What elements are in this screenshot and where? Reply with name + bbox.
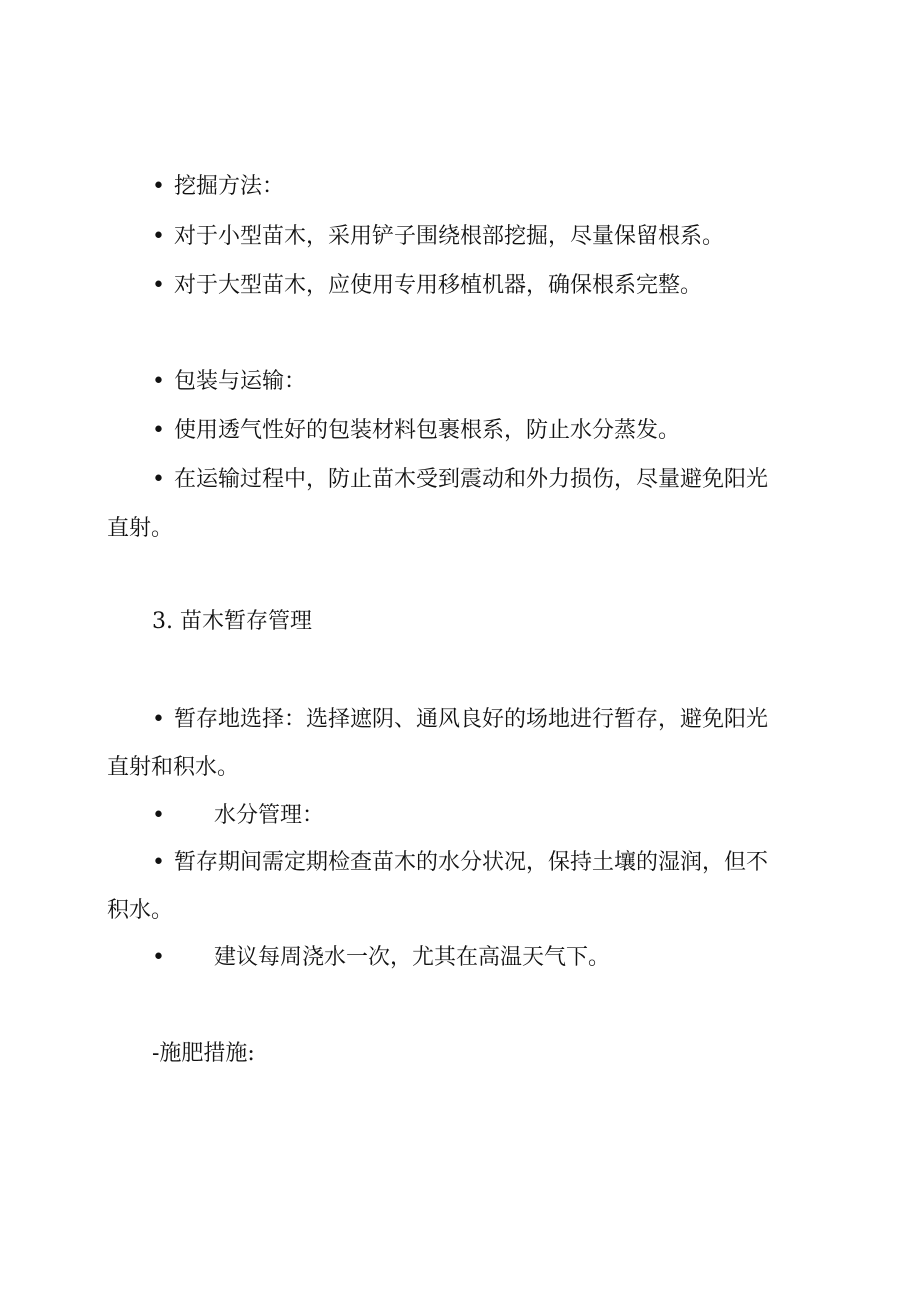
line-text: 挖掘方法：	[174, 174, 285, 199]
section-title: 3. 苗木暂存管理	[152, 609, 312, 634]
subheading-fertilization	[152, 1031, 852, 1077]
bullet-glyph: •	[152, 850, 165, 875]
bullet-glyph: •	[152, 467, 165, 492]
bullet-glyph: •	[152, 945, 165, 970]
bullet-line-packaging-transport	[152, 359, 852, 405]
line-text: 积水。	[107, 898, 174, 923]
line-text: 包装与运输：	[174, 369, 307, 394]
line-text: 直射和积水。	[107, 755, 240, 780]
line-text: 在运输过程中，防止苗木受到震动和外力损伤，尽量避免阳光	[174, 467, 769, 492]
continuation-line-no-waterlogging	[107, 888, 807, 934]
continuation-line-direct-sunlight	[107, 506, 807, 552]
line-text: -施肥措施:	[152, 1041, 255, 1066]
section-heading-temporary-storage	[152, 599, 852, 645]
continuation-line-sunlight-water	[107, 745, 807, 791]
bullet-glyph: •	[152, 174, 165, 199]
bullet-glyph: •	[152, 273, 165, 298]
line-text: 使用透气性好的包装材料包裹根系，防止水分蒸发。	[174, 418, 681, 443]
line-text: 直射。	[107, 516, 174, 541]
bullet-glyph: •	[152, 803, 165, 828]
bullet-line-weekly-watering	[152, 935, 852, 981]
line-text: 对于小型苗木，采用铲子围绕根部挖掘，尽量保留根系。	[174, 224, 725, 249]
bullet-glyph: •	[152, 224, 165, 249]
bullet-line-moisture-check	[152, 840, 852, 886]
bullet-line-large-seedlings	[152, 263, 852, 309]
line-text: 对于大型苗木，应使用专用移植机器，确保根系完整。	[174, 273, 703, 298]
bullet-line-storage-site	[152, 697, 852, 743]
bullet-line-excavation-method	[152, 164, 852, 210]
bullet-glyph: •	[152, 707, 165, 732]
line-text: 水分管理：	[214, 803, 325, 828]
bullet-line-transport-protection	[152, 457, 852, 503]
bullet-line-breathable-packaging	[152, 408, 852, 454]
bullet-glyph: •	[152, 418, 165, 443]
bullet-glyph: •	[152, 369, 165, 394]
bullet-line-small-seedlings	[152, 214, 852, 260]
bullet-line-water-management	[152, 793, 852, 839]
line-text: 暂存期间需定期检查苗木的水分状况，保持土壤的湿润，但不	[174, 850, 769, 875]
line-text: 建议每周浇水一次，尤其在高温天气下。	[214, 945, 611, 970]
line-text: 暂存地选择：选择遮阴、通风良好的场地进行暂存，避免阳光	[174, 707, 769, 732]
